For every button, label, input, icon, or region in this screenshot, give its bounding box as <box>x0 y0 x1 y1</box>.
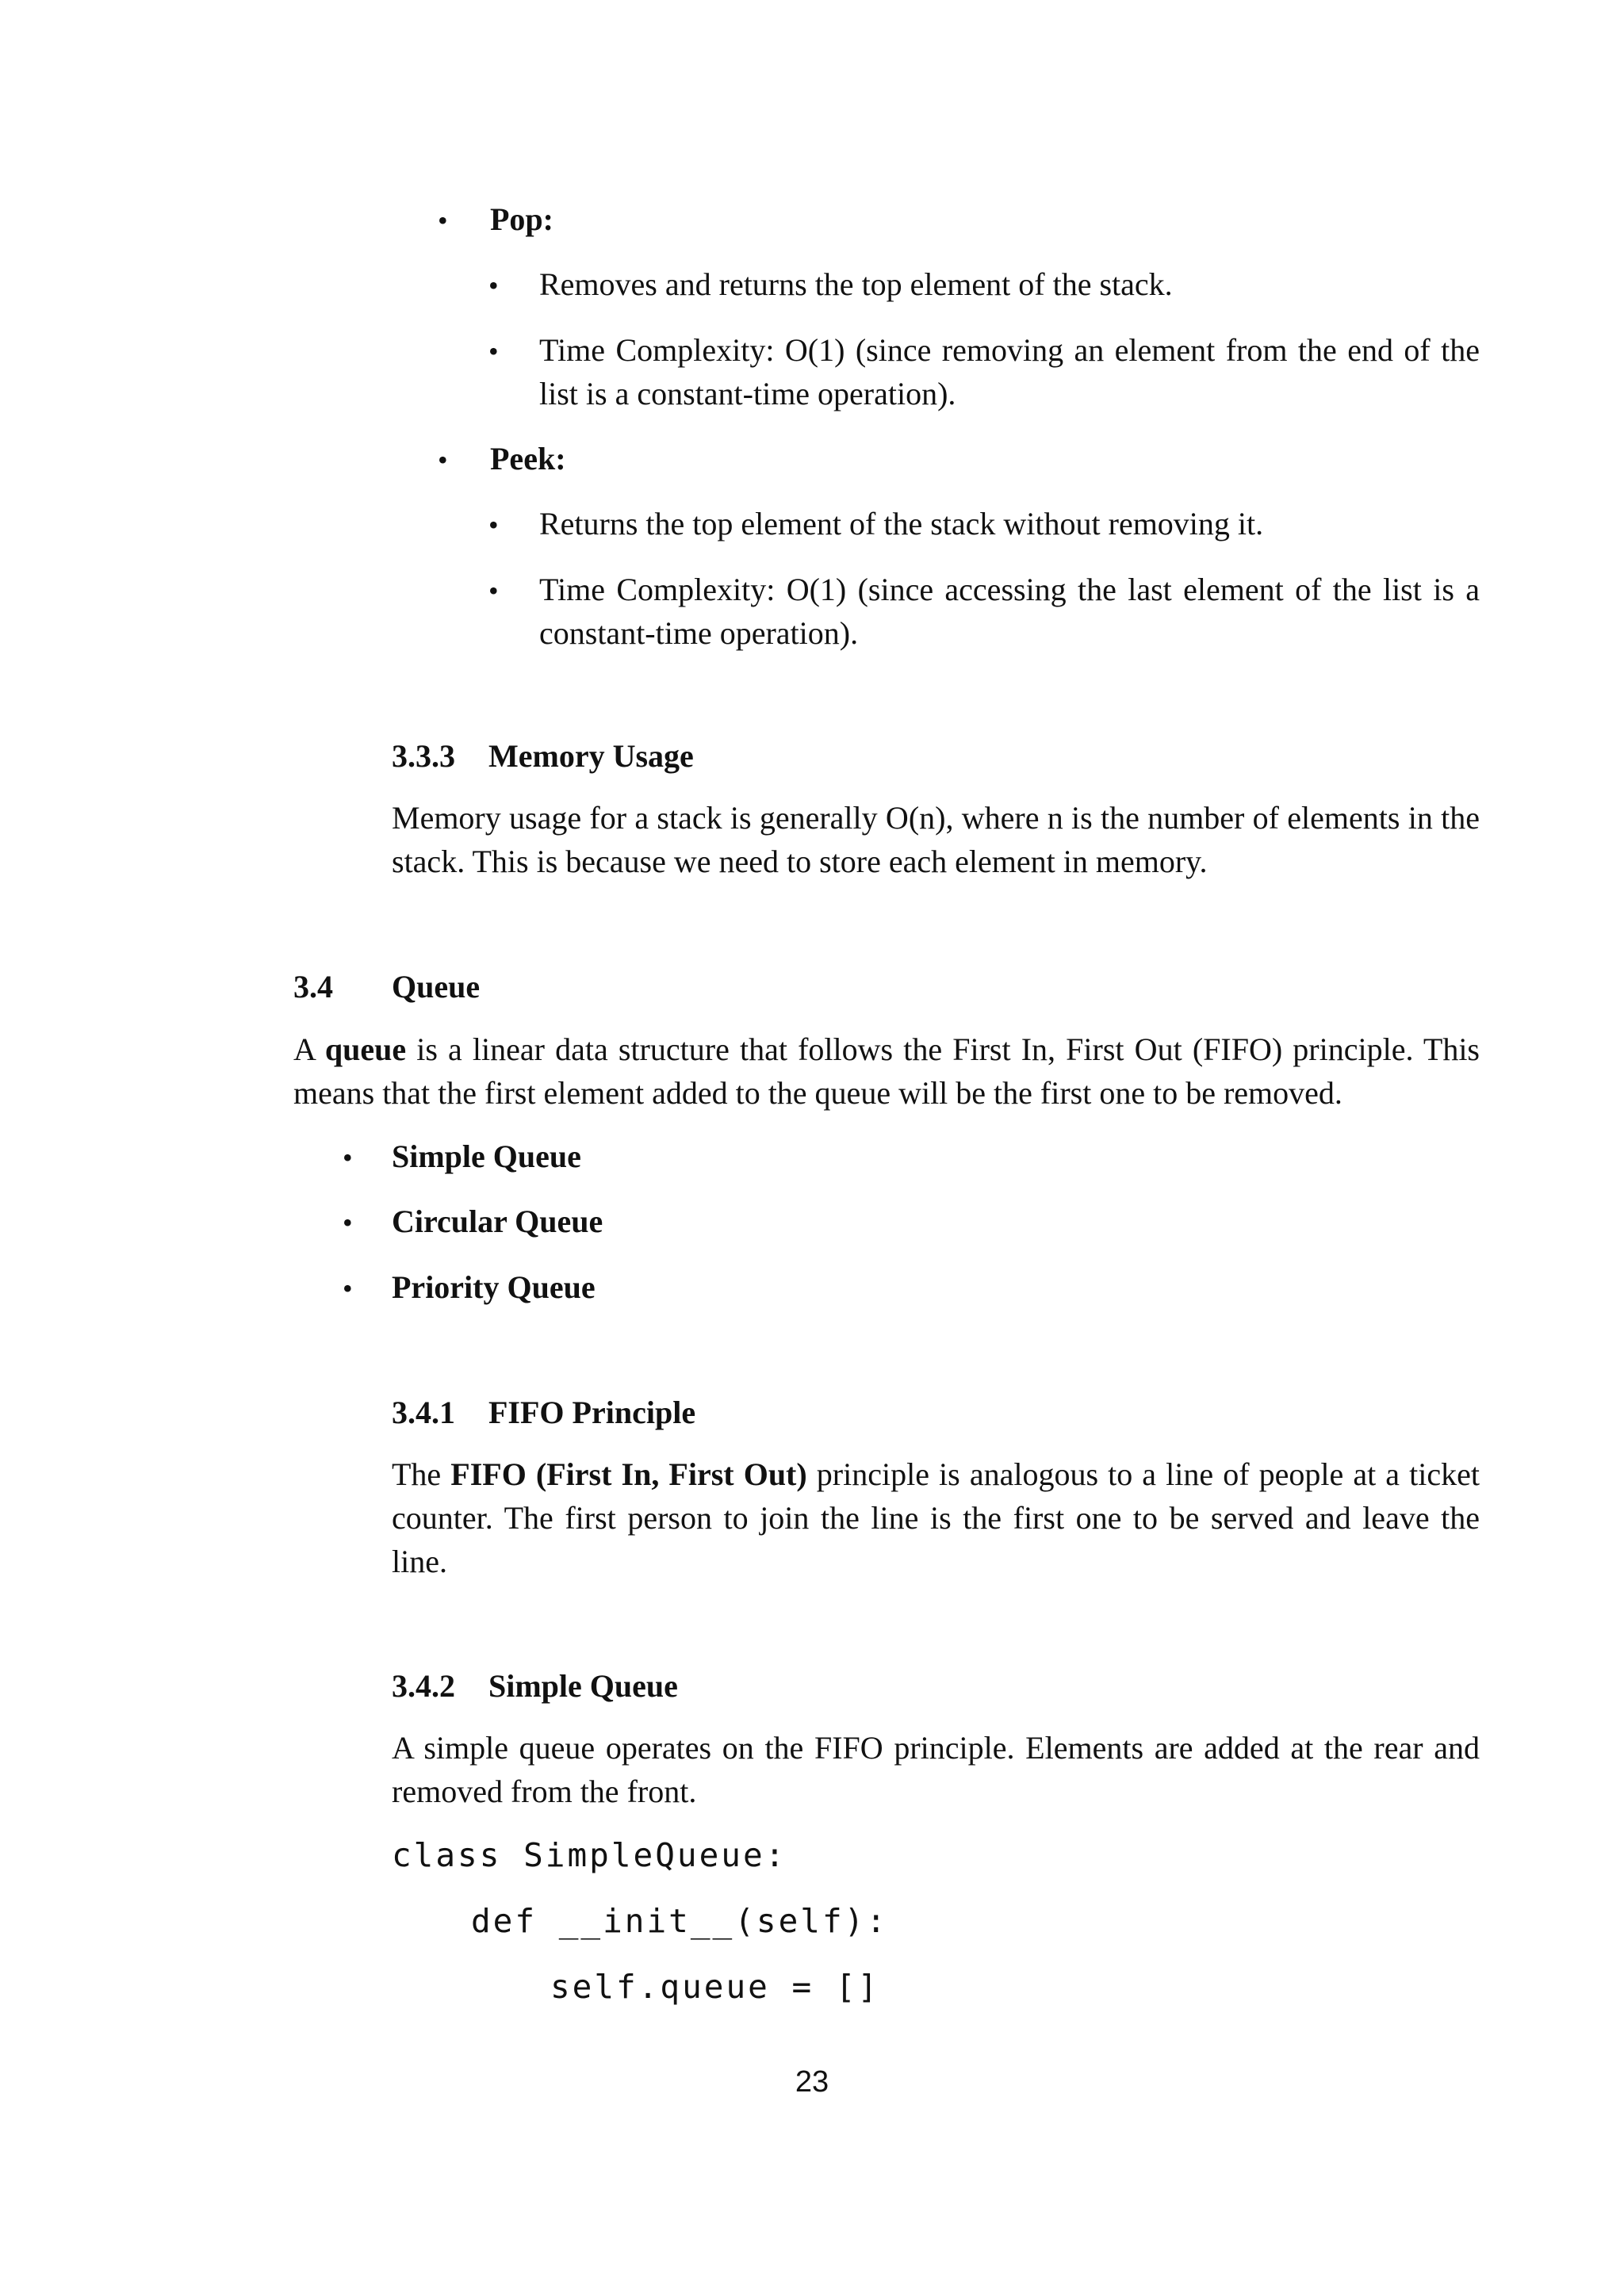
queue-type-item: Priority Queue <box>392 1269 596 1305</box>
pop-heading: Pop: <box>490 201 553 237</box>
peek-complexity: Time Complexity: O(1) (since accessing the last element of the list is a constant-time operation). <box>539 572 1480 651</box>
section-heading-memory-usage <box>392 734 694 778</box>
queue-type-item: Simple Queue <box>392 1138 581 1174</box>
bullet-dot: • <box>438 444 448 476</box>
memory-usage-body: Memory usage for a stack is generally O(n), where n is the number of elements in the stack. This is because we need to store each element in memory. <box>392 800 1480 879</box>
section-title: Memory Usage <box>488 738 694 774</box>
section-title: FIFO Principle <box>488 1395 696 1430</box>
section-title: Queue <box>392 969 481 1004</box>
bullet-dot: • <box>343 1207 353 1238</box>
section-heading-fifo <box>392 1391 695 1434</box>
bullet-dot: • <box>488 335 499 367</box>
section-number: 3.4 <box>293 969 333 1004</box>
text-run: A <box>293 1031 325 1067</box>
section-heading-simple-queue <box>392 1664 678 1708</box>
peek-heading: Peek: <box>490 441 566 476</box>
peek-description: Returns the top element of the stack without removing it. <box>539 506 1264 541</box>
text-run: is a linear data structure that follows the First In, First Out (FIFO) principle. This means that the first element added to the queue will be the first one to be removed. <box>293 1031 1480 1111</box>
code-line: def __init__(self): <box>471 1902 888 1940</box>
queue-type-item: Circular Queue <box>392 1203 603 1239</box>
code-line: class SimpleQueue: <box>392 1836 787 1874</box>
page-number: 23 <box>795 2065 829 2099</box>
pop-description: Removes and returns the top element of the stack. <box>539 266 1173 302</box>
code-line: self.queue = [] <box>550 1968 880 2006</box>
bold-term: queue <box>324 1031 407 1067</box>
bold-term: FIFO (First In, First Out) <box>450 1456 807 1492</box>
section-heading-queue <box>293 965 480 1008</box>
bullet-dot: • <box>343 1142 353 1173</box>
text-run: principle is analogous to a line of people at a ticket counter. The first person to join the line is the first one to be served and leave the line. <box>392 1456 1480 1579</box>
text-run: The <box>392 1456 451 1492</box>
section-title: Simple Queue <box>488 1668 678 1704</box>
section-number: 3.3.3 <box>392 738 455 774</box>
fifo-body <box>392 1452 1480 1583</box>
bullet-dot: • <box>488 270 499 301</box>
bullet-dot: • <box>438 205 448 236</box>
bullet-dot: • <box>488 575 499 607</box>
simple-queue-body: A simple queue operates on the FIFO principle. Elements are added at the rear and removed from the front. <box>392 1730 1480 1809</box>
queue-intro <box>293 1027 1480 1115</box>
bullet-dot: • <box>488 509 499 541</box>
section-number: 3.4.2 <box>392 1668 455 1704</box>
bullet-dot: • <box>343 1272 353 1304</box>
pop-complexity: Time Complexity: O(1) (since removing an element from the end of the list is a constant-time operation). <box>539 332 1480 411</box>
section-number: 3.4.1 <box>392 1395 455 1430</box>
